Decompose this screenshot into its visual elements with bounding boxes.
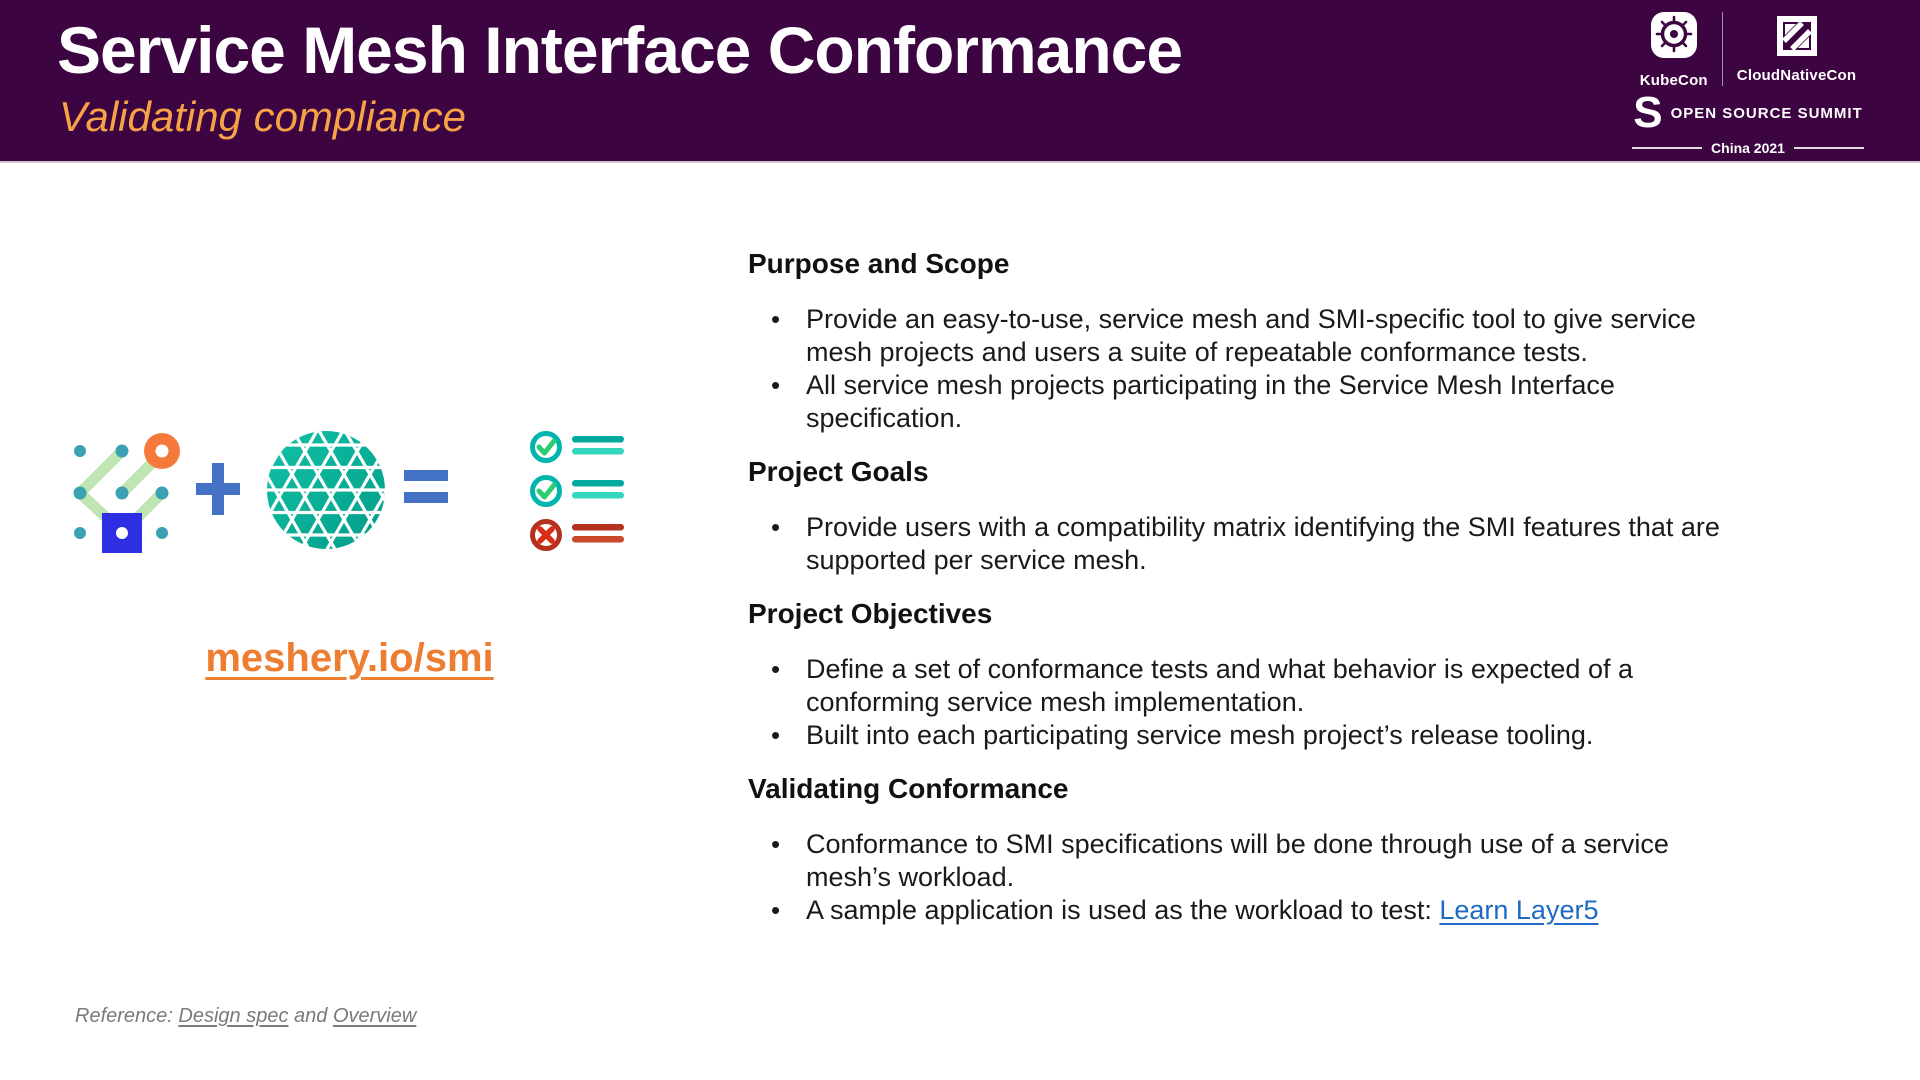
bullet-list bbox=[748, 303, 1748, 435]
bullet-item: • Built into each participating service mesh project’s release tooling. bbox=[748, 719, 1748, 752]
bullet-item: • Conformance to SMI specifications will be done through use of a service mesh’s workload. bbox=[748, 828, 1748, 894]
design-spec-link[interactable]: Design spec bbox=[178, 1005, 289, 1027]
section-project-objectives bbox=[748, 597, 1758, 752]
meshery-link[interactable]: meshery.io/smi bbox=[205, 636, 494, 680]
bullet-item: • Provide users with a compatibility matrix identifying the SMI features that are supported per service mesh. bbox=[748, 511, 1748, 577]
reference-separator: and bbox=[288, 1005, 333, 1027]
event-name-row bbox=[1632, 140, 1864, 156]
event-label: China 2021 bbox=[1711, 140, 1785, 156]
kubecon-label: KubeCon bbox=[1639, 72, 1708, 89]
plus-icon bbox=[196, 463, 240, 515]
section-heading: Project Objectives bbox=[748, 598, 993, 629]
open-source-summit-logo bbox=[1622, 88, 1874, 137]
event-logos bbox=[1622, 10, 1874, 156]
equals-icon bbox=[404, 470, 448, 504]
bullet-list bbox=[748, 653, 1748, 752]
section-heading: Validating Conformance bbox=[748, 773, 1069, 804]
summit-label: OPEN SOURCE SUMMIT bbox=[1670, 104, 1863, 122]
summit-s-icon: S bbox=[1633, 88, 1663, 137]
content-sections bbox=[748, 247, 1758, 927]
rule-right bbox=[1794, 147, 1864, 149]
section-validating-conformance bbox=[748, 772, 1758, 927]
cloudnativecon-logo bbox=[1737, 10, 1856, 84]
learn-layer5-link[interactable]: Learn Layer5 bbox=[1439, 895, 1599, 925]
rule-left bbox=[1632, 147, 1702, 149]
bullet-item: • Define a set of conformance tests and what behavior is expected of a conforming service mesh implementation. bbox=[748, 653, 1748, 719]
smi-network-icon bbox=[70, 431, 190, 561]
kubecon-logo bbox=[1640, 10, 1708, 89]
meshery-link-wrap bbox=[62, 636, 637, 681]
overview-link[interactable]: Overview bbox=[332, 1005, 417, 1027]
bullet-item: • All service mesh projects participating in the Service Mesh Interface specification. bbox=[748, 369, 1748, 435]
logo-divider bbox=[1722, 12, 1723, 86]
bullet-list bbox=[748, 828, 1748, 927]
reference-line bbox=[75, 1005, 416, 1028]
bullet-item: • Provide an easy-to-use, service mesh and SMI-specific tool to give service mesh projects and users a suite of repeatable conformance tests. bbox=[748, 303, 1748, 369]
cloudnativecon-label: CloudNativeCon bbox=[1736, 67, 1857, 84]
section-heading: Purpose and Scope bbox=[748, 248, 1010, 279]
conformance-checklist-icon bbox=[528, 427, 628, 555]
smi-plus-meshery-illustration bbox=[62, 425, 637, 560]
header-bar bbox=[0, 0, 1920, 163]
kubecon-helm-icon bbox=[1648, 10, 1700, 67]
reference-prefix: Reference: bbox=[75, 1005, 179, 1027]
bullet-list bbox=[748, 511, 1748, 577]
cloudnativecon-icon bbox=[1774, 10, 1820, 62]
bullet-item: • A sample application is used as the workload to test: Learn Layer5 bbox=[748, 894, 1748, 927]
page-title: Service Mesh Interface Conformance bbox=[57, 13, 1183, 87]
section-purpose-and-scope bbox=[748, 247, 1758, 435]
meshery-mesh-icon bbox=[265, 429, 387, 551]
page-subtitle: Validating compliance bbox=[59, 93, 467, 140]
section-project-goals bbox=[748, 455, 1758, 577]
section-heading: Project Goals bbox=[748, 456, 929, 487]
